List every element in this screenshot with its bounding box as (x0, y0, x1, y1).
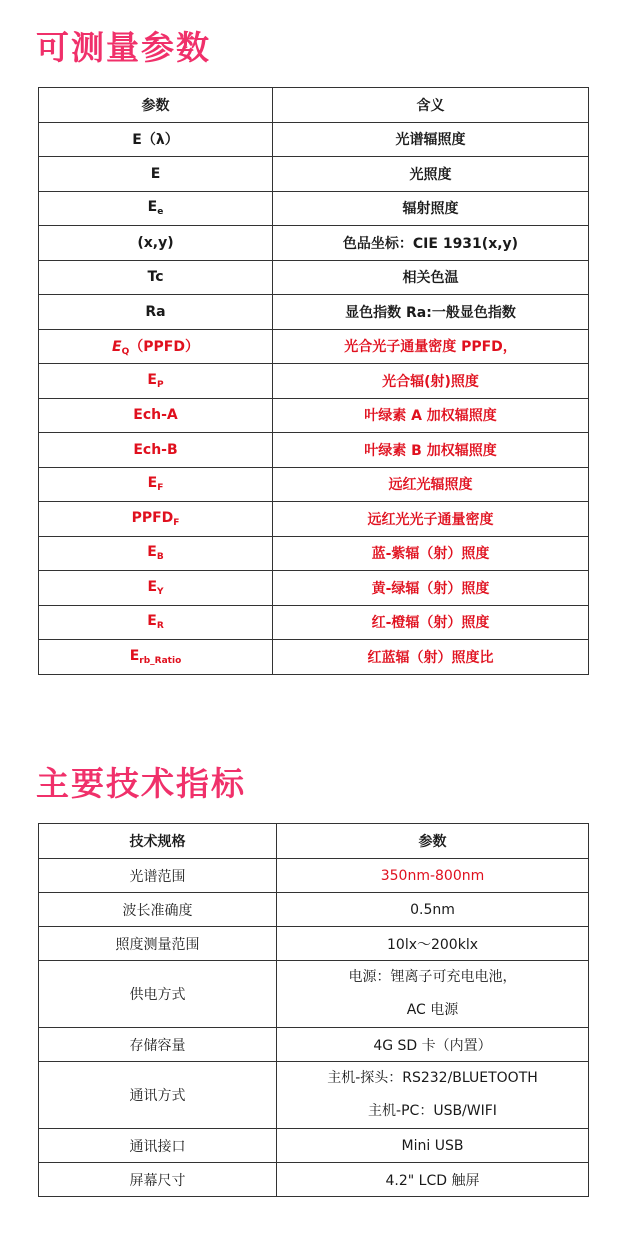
meaning-cell: 黄-绿辐（射）照度 (273, 571, 589, 606)
spec-value-cell: Mini USB (277, 1129, 589, 1163)
meaning-cell: 蓝-紫辐（射）照度 (273, 536, 589, 571)
table-row (39, 893, 589, 927)
spec-name-cell: 通讯方式 (39, 1062, 277, 1129)
parameter-cell: (x,y) (39, 226, 273, 261)
spec-value-line: 电源：锂离子可充电电池， (348, 969, 517, 985)
column-header-value: 参数 (277, 824, 589, 859)
meaning-cell: 叶绿素 A 加权辐照度 (273, 398, 589, 433)
table-row (39, 191, 589, 226)
table-row (39, 536, 589, 571)
spec-value-cell: 4G SD 卡（内置） (277, 1028, 589, 1062)
meaning-cell: 辐射照度 (273, 191, 589, 226)
meaning-cell: 光谱辐照度 (273, 122, 589, 157)
table-row (39, 605, 589, 640)
table-row (39, 329, 589, 364)
parameter-cell (39, 502, 273, 537)
meaning-cell: 光合辐(射)照度 (273, 364, 589, 399)
table-header-row (39, 88, 589, 123)
parameter-symbol: E (147, 199, 158, 216)
parameter-symbol: E (147, 371, 157, 388)
parameter-subscript: Y (157, 586, 164, 597)
parameter-cell: E（λ） (39, 122, 273, 157)
parameter-symbol: E (147, 475, 158, 492)
parameter-symbol: E (147, 544, 157, 561)
table-row (39, 364, 589, 399)
meaning-cell: 显色指数 Ra:一般显色指数 (273, 295, 589, 330)
parameter-cell (39, 191, 273, 226)
parameter-symbol: E (112, 338, 122, 355)
parameter-symbol: E (147, 578, 158, 595)
table-row (39, 398, 589, 433)
spec-value-cell: 350nm-800nm (277, 859, 589, 893)
table-row (39, 1163, 589, 1197)
parameter-subscript: P (156, 379, 164, 390)
meaning-cell: 色品坐标：CIE 1931(x,y) (273, 226, 589, 261)
table-row (39, 1028, 589, 1062)
table-row (39, 1129, 589, 1163)
column-header-parameter: 参数 (39, 88, 273, 123)
parameter-subscript: Q (121, 346, 130, 357)
parameter-cell (39, 329, 273, 364)
spec-name-cell: 供电方式 (39, 961, 277, 1028)
table-row (39, 157, 589, 192)
spec-name-cell: 存储容量 (39, 1028, 277, 1062)
parameter-subscript: rb_Ratio (139, 655, 182, 666)
table-row (39, 927, 589, 961)
table-row (39, 122, 589, 157)
parameter-subscript: R (156, 621, 164, 632)
table-row (39, 226, 589, 261)
meaning-cell: 远红光辐照度 (273, 467, 589, 502)
column-header-specification: 技术规格 (39, 824, 277, 859)
table-row (39, 433, 589, 468)
parameter-subscript: F (157, 483, 164, 494)
parameter-cell: Ech-B (39, 433, 273, 468)
spec-name-cell: 通讯接口 (39, 1129, 277, 1163)
spec-value-line: 主机-PC：USB/WIFI (368, 1103, 497, 1119)
spec-value-cell: 0.5nm (277, 893, 589, 927)
table-row (39, 1062, 589, 1129)
parameter-cell: Ech-A (39, 398, 273, 433)
spec-value-cell: 10lx～200klx (277, 927, 589, 961)
parameter-cell (39, 364, 273, 399)
parameter-subscript: F (173, 517, 180, 528)
parameter-subscript: e (157, 207, 164, 218)
parameter-cell (39, 605, 273, 640)
meaning-cell: 红蓝辐（射）照度比 (273, 640, 589, 675)
spec-value-cell (277, 1062, 589, 1129)
parameter-cell: Tc (39, 260, 273, 295)
specifications-table (38, 823, 589, 1197)
spec-name-cell: 光谱范围 (39, 859, 277, 893)
parameter-symbol: E (147, 613, 157, 630)
section-title-measurable-parameters: 可测量参数 (36, 28, 211, 67)
table-row (39, 640, 589, 675)
section-title-main-specifications: 主要技术指标 (36, 764, 246, 803)
spec-value-cell (277, 961, 589, 1028)
meaning-cell: 光合光子通量密度 PPFD， (273, 329, 589, 364)
parameter-subscript: B (156, 552, 164, 563)
meaning-cell: 相关色温 (273, 260, 589, 295)
meaning-cell: 红-橙辐（射）照度 (273, 605, 589, 640)
spec-value-cell: 4.2" LCD 触屏 (277, 1163, 589, 1197)
spec-value-line: AC 电源 (406, 1002, 459, 1018)
meaning-cell: 光照度 (273, 157, 589, 192)
column-header-meaning: 含义 (273, 88, 589, 123)
table-row (39, 502, 589, 537)
parameter-symbol: E (129, 647, 140, 664)
spec-name-cell: 屏幕尺寸 (39, 1163, 277, 1197)
parameter-symbol: PPFD (131, 509, 174, 526)
parameter-suffix: （PPFD） (129, 338, 199, 355)
spec-name-cell: 照度测量范围 (39, 927, 277, 961)
table-row (39, 571, 589, 606)
parameter-cell: Ra (39, 295, 273, 330)
table-row (39, 260, 589, 295)
meaning-cell: 叶绿素 B 加权辐照度 (273, 433, 589, 468)
spec-name-cell: 波长准确度 (39, 893, 277, 927)
parameter-cell (39, 571, 273, 606)
spec-value-line: 主机-探头：RS232/BLUETOOTH (327, 1070, 538, 1086)
table-row (39, 961, 589, 1028)
parameter-cell (39, 640, 273, 675)
table-row (39, 859, 589, 893)
table-row (39, 467, 589, 502)
table-header-row (39, 824, 589, 859)
parameters-table (38, 87, 589, 675)
meaning-cell: 远红光光子通量密度 (273, 502, 589, 537)
parameter-cell: E (39, 157, 273, 192)
parameter-cell (39, 467, 273, 502)
table-row (39, 295, 589, 330)
parameter-cell (39, 536, 273, 571)
